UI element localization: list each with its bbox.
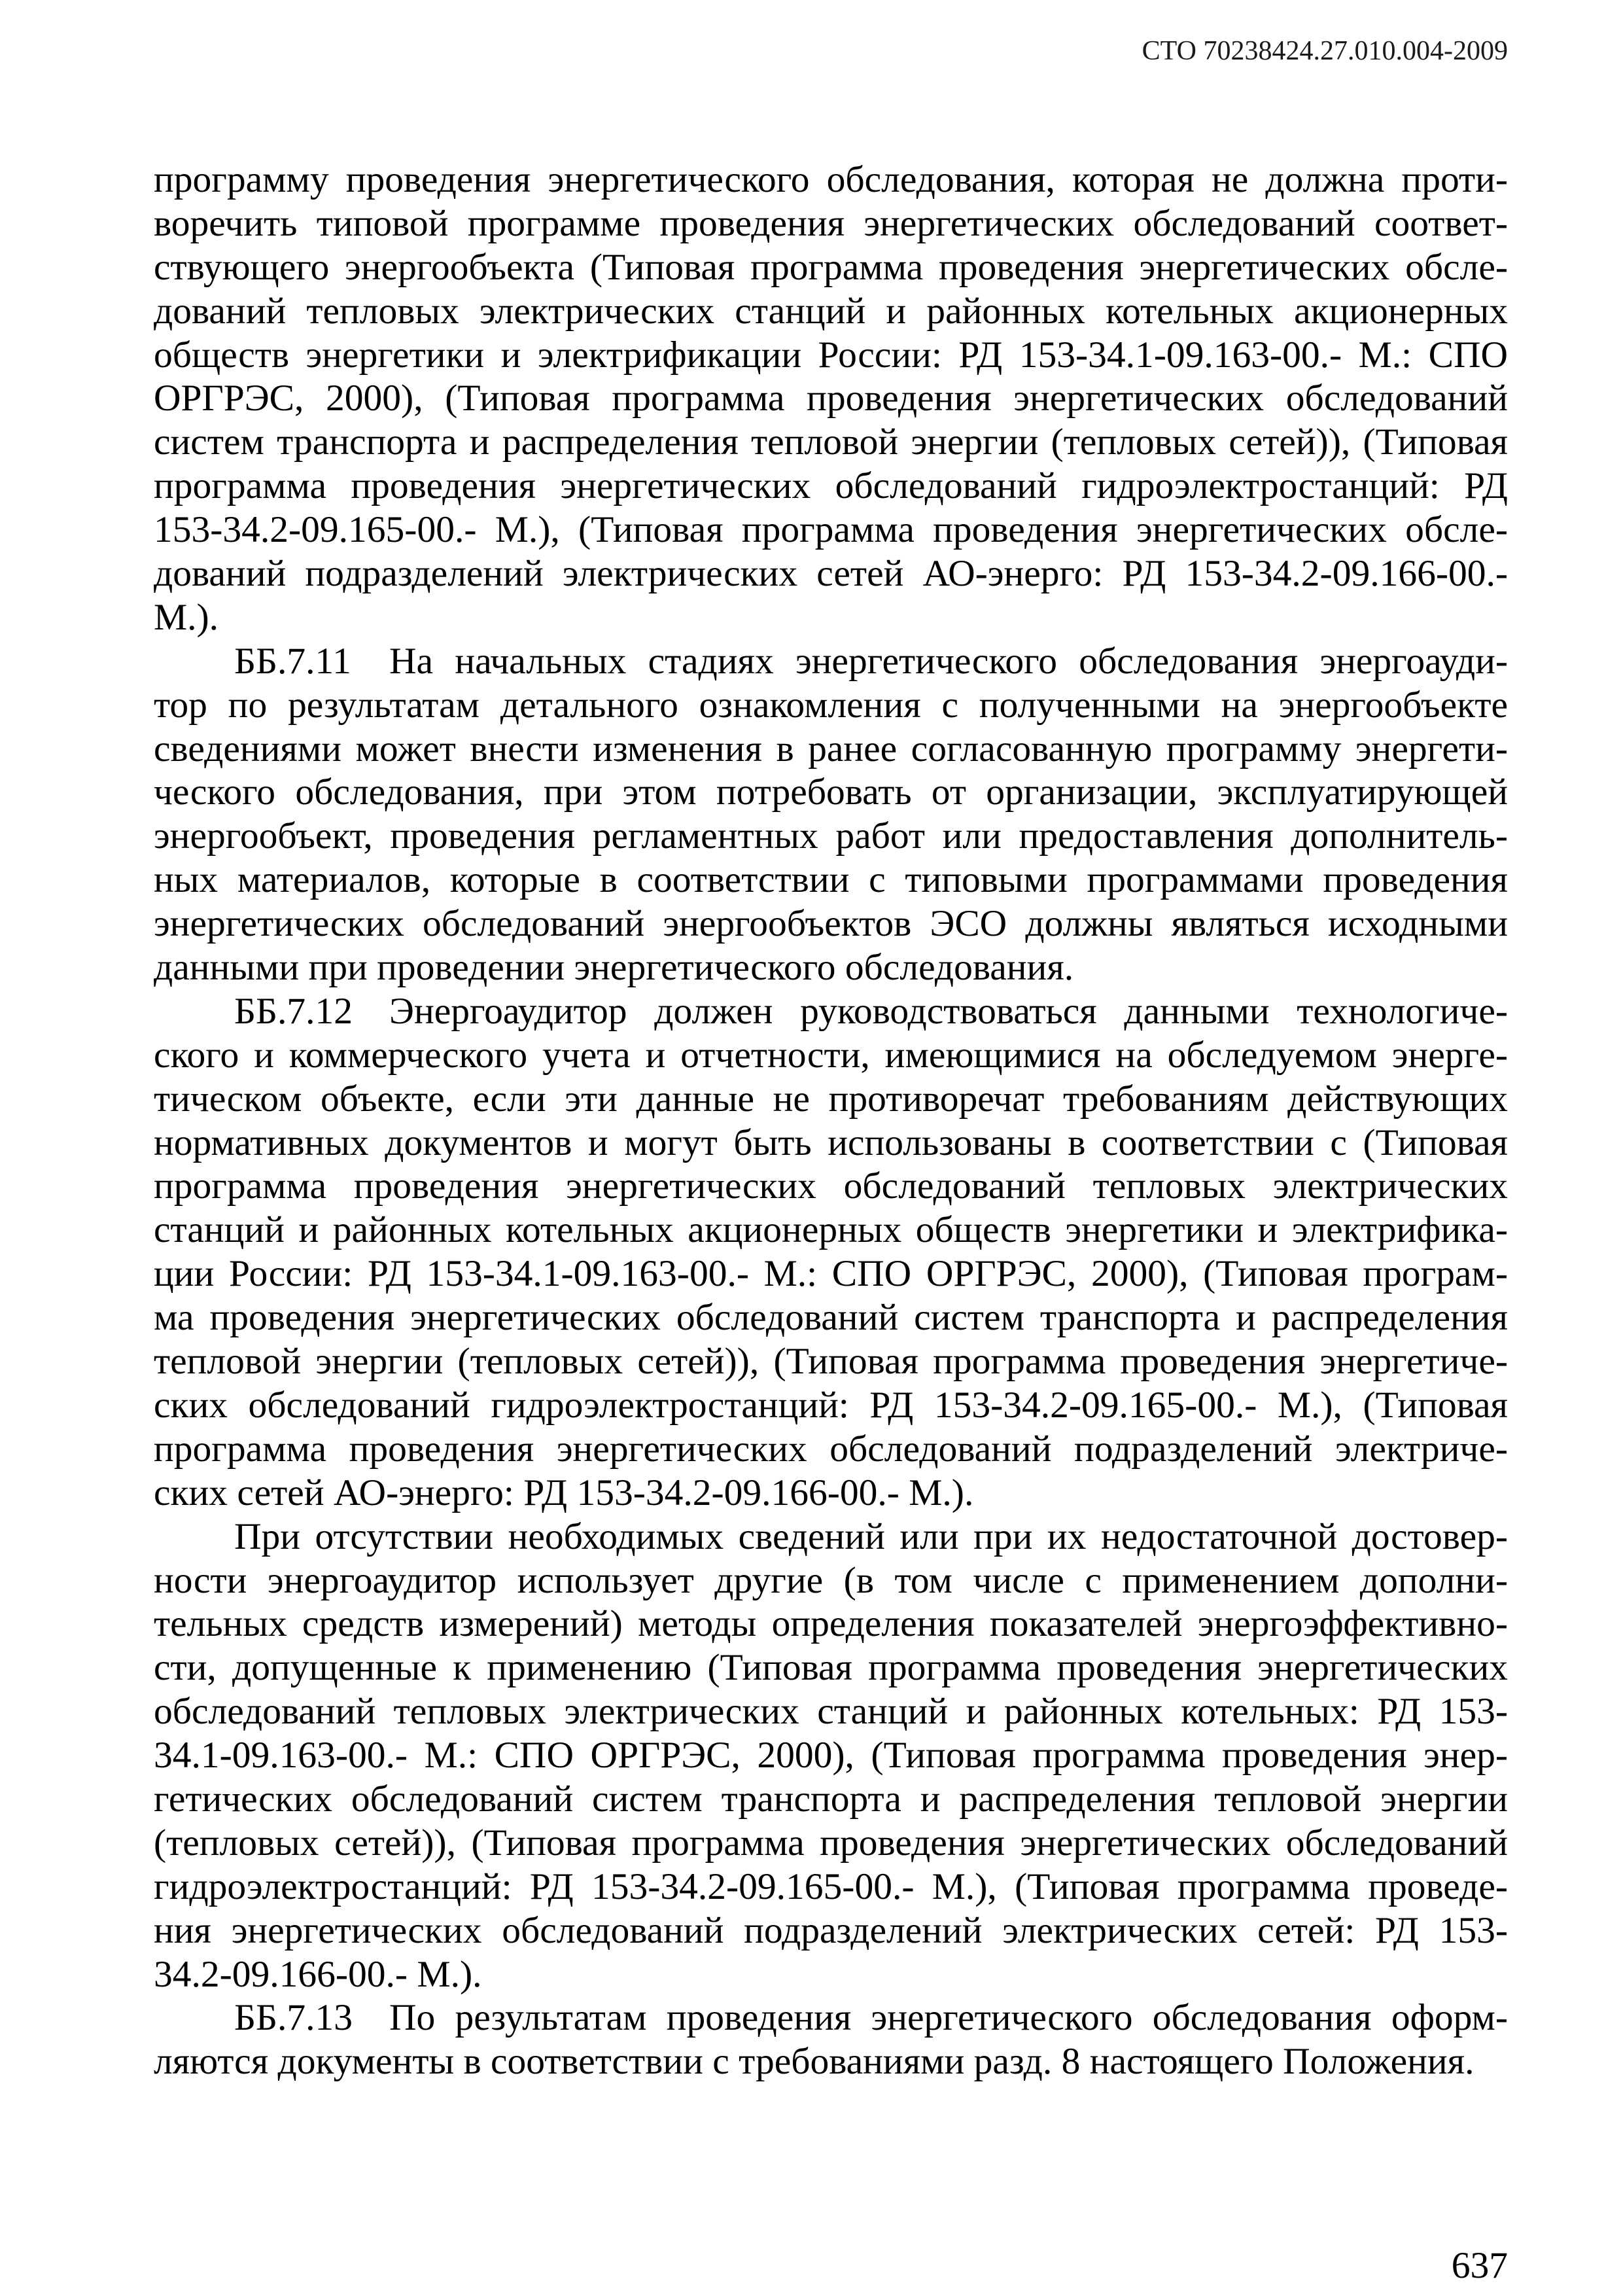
text-line: ляются документы в соответствии с требованиями разд. 8 настоящего Положения. (154, 2041, 1475, 2083)
text-line: программа проведения энергетических обследований тепловых электрических (154, 1165, 1508, 1207)
text-line: ствующего энергообъекта (Типовая программа проведения энергетических обсле- (154, 246, 1508, 288)
text-line: (тепловых сетей)), (Типовая программа проведения энергетических обследований (154, 1822, 1508, 1863)
text-line: дований подразделений электрических сетей АО-энерго: РД 153-34.2-09.166-00.- (154, 553, 1508, 595)
text-line: тельных средств измерений) методы определения показателей энергоэффективно- (154, 1603, 1508, 1645)
document-body (154, 158, 1508, 2084)
text-line: энергообъект, проведения регламентных работ или предоставления дополнитель- (154, 815, 1508, 857)
text-line: воречить типовой программе проведения энергетических обследований соответ- (154, 202, 1508, 244)
text-line: гидроэлектростанций: РД 153-34.2-09.165-00.- М.), (Типовая программа проведе- (154, 1865, 1508, 1907)
text-line: М.). (154, 596, 219, 638)
section-number: ББ.7.13 (234, 1997, 353, 2039)
text-line: ского и коммерческого учета и отчетности, имеющимися на обследуемом энерге- (154, 1034, 1508, 1076)
text-line (154, 640, 1508, 684)
text-line: программа проведения энергетических обследований гидроэлектростанций: РД (154, 465, 1508, 507)
text-line: ческого обследования, при этом потребовать от организации, эксплуатирующей (154, 771, 1508, 813)
text-line: ских сетей АО-энерго: РД 153-34.2-09.166-00.- М.). (154, 1472, 974, 1513)
text-line: ции России: РД 153-34.1-09.163-00.- М.: СПО ОРГРЭС, 2000), (Типовая програм- (154, 1253, 1508, 1295)
page-number: 637 (1451, 2245, 1508, 2286)
text-line: обществ энергетики и электрификации России: РД 153-34.1-09.163-00.- М.: СПО (154, 334, 1508, 376)
paragraph (154, 990, 1508, 1515)
text-line: ности энергоаудитор использует другие (в том числе с применением дополни- (154, 1559, 1508, 1601)
text-line: 34.1-09.163-00.- М.: СПО ОРГРЭС, 2000), (Типовая программа проведения энер- (154, 1735, 1508, 1776)
text-line: сти, допущенные к применению (Типовая программа проведения энергетических (154, 1647, 1508, 1689)
text-line: обследований тепловых электрических станций и районных котельных: РД 153- (154, 1691, 1508, 1733)
paragraph (154, 1996, 1508, 2084)
text-line: сведениями может внести изменения в ранее согласованную программу энергети- (154, 728, 1508, 769)
text-line: ских обследований гидроэлектростанций: РД 153-34.2-09.165-00.- М.), (Типовая (154, 1384, 1508, 1426)
text-line: программа проведения энергетических обследований подразделений электриче- (154, 1428, 1508, 1470)
paragraph (154, 1515, 1508, 1997)
text-line: дований тепловых электрических станций и районных котельных акционерных (154, 290, 1508, 332)
text-line: 153-34.2-09.165-00.- М.), (Типовая программа проведения энергетических обсле- (154, 509, 1508, 551)
text-line (154, 1996, 1508, 2040)
text-line: систем транспорта и распределения тепловой энергии (тепловых сетей)), (Типовая (154, 421, 1508, 463)
section-number: ББ.7.11 (234, 640, 351, 682)
text-line: тическом объекте, если эти данные не противоречат требованиям действующих (154, 1078, 1508, 1120)
text-line: тепловой энергии (тепловых сетей)), (Типовая программа проведения энергетиче- (154, 1341, 1508, 1383)
text-line-content: Энергоаудитор должен руководствоваться данными технологиче- (389, 990, 1508, 1032)
section-number: ББ.7.12 (234, 990, 353, 1032)
text-line: ния энергетических обследований подразделений электрических сетей: РД 153- (154, 1909, 1508, 1951)
text-line: энергетических обследований энергообъектов ЭСО должны являться исходными (154, 903, 1508, 945)
text-line: тор по результатам детального ознакомления с полученными на энергообъекте (154, 684, 1508, 726)
paragraph (154, 158, 1508, 640)
text-line: ных материалов, которые в соответствии с типовыми программами проведения (154, 859, 1508, 901)
text-line-content: На начальных стадиях энергетического обследования энергоауди- (389, 640, 1508, 682)
text-line: станций и районных котельных акционерных обществ энергетики и электрифика- (154, 1209, 1508, 1251)
text-line: ОРГРЭС, 2000), (Типовая программа проведения энергетических обследований (154, 378, 1508, 419)
text-line (154, 990, 1508, 1034)
text-line: программу проведения энергетического обследования, которая не должна проти- (154, 159, 1508, 200)
text-line-content: По результатам проведения энергетического обследования оформ- (389, 1997, 1508, 2039)
text-line: нормативных документов и могут быть использованы в соответствии с (Типовая (154, 1122, 1508, 1163)
text-line: При отсутствии необходимых сведений или при их недостаточной достовер- (234, 1515, 1508, 1557)
paragraph (154, 640, 1508, 990)
text-line: данными при проведении энергетического обследования. (154, 947, 1074, 989)
text-line: гетических обследований систем транспорта и распределения тепловой энергии (154, 1778, 1508, 1820)
document-code: СТО 70238424.27.010.004-2009 (1142, 36, 1508, 66)
text-line: ма проведения энергетических обследований систем транспорта и распределения (154, 1297, 1508, 1339)
text-line: 34.2-09.166-00.- М.). (154, 1953, 482, 1995)
